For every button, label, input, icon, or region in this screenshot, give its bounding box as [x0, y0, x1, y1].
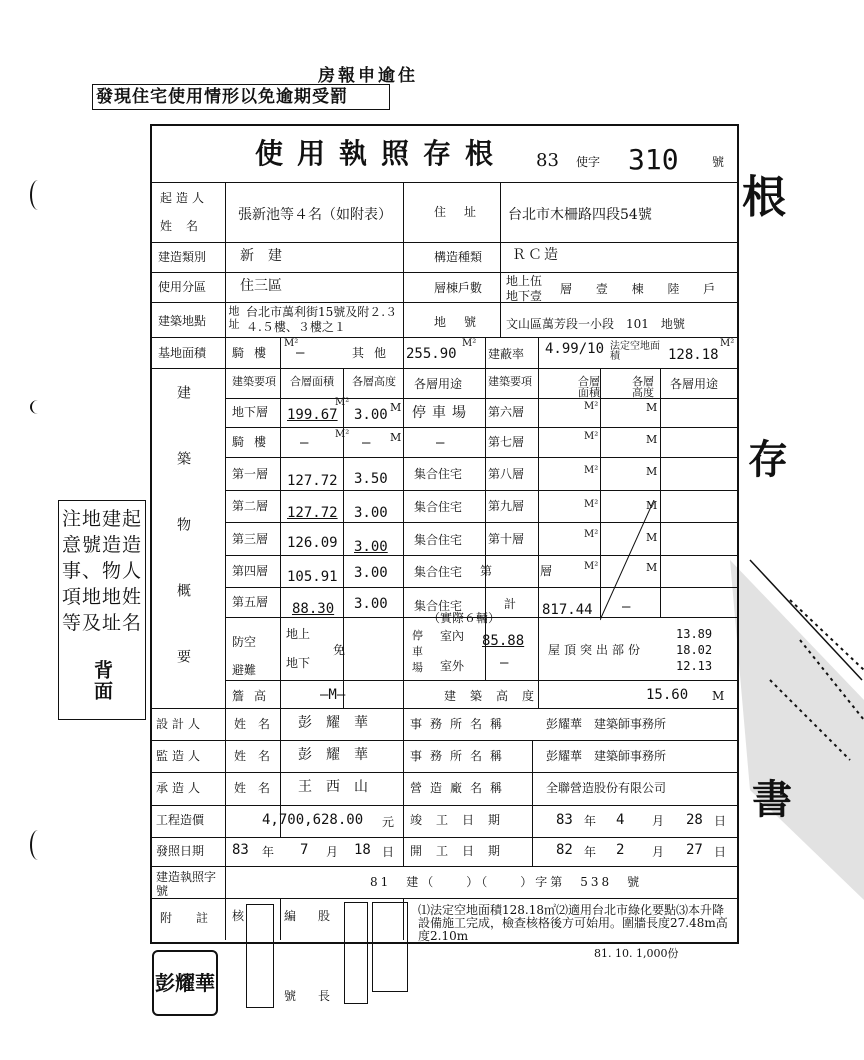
rule [150, 272, 737, 273]
floors-label: 層棟戶數 [434, 281, 483, 295]
address-value: 台北市木柵路四段54號 [508, 207, 652, 223]
arcade-value: — [296, 345, 305, 361]
supervisor-office: 彭耀華 建築師事務所 [546, 749, 667, 763]
defense-above: 地上 [286, 627, 311, 641]
unit-mark: M² [584, 561, 599, 572]
contractor-label: 承造人 [156, 781, 205, 795]
unit-mark: M² [584, 529, 599, 540]
floor-name: 第十層 [488, 532, 525, 546]
col-floor-area: 合層面積 [578, 375, 600, 399]
cost-value: 4,700,628.00 [262, 812, 364, 828]
owner-label-top: 起造人 [160, 191, 209, 205]
col-floor-use: 各層用途 [414, 377, 463, 391]
floors-below: 地下壹 [506, 289, 543, 303]
unit-mark: M [646, 401, 658, 414]
col-floor-height: 各層高度 [632, 375, 654, 399]
architect-seal: 彭耀華 [152, 950, 218, 1016]
total-dash: — [622, 599, 631, 615]
notes-text: ⑴法定空地面積128.18㎡⑵適用台北市綠化要點⑶本升降設備施工完成，檢查核格後方可始用。圍牆長度27.48m高度2.10m [418, 903, 728, 943]
parking-outdoor-label: 室外 [440, 659, 465, 673]
notes-label: 附註 [160, 911, 233, 925]
rule [485, 337, 486, 680]
designer-office: 彭耀華 建築師事務所 [546, 717, 667, 731]
stamp-col-label: 股 [318, 909, 331, 923]
rule [150, 182, 737, 183]
day-char: 日 [382, 845, 395, 859]
issue-label: 發照日期 [156, 844, 205, 858]
floor-area: 126.09 [287, 535, 338, 551]
year-char: 年 [584, 814, 597, 828]
floor-height: 3.00 [354, 565, 388, 581]
col-floor-height: 各層高度 [352, 375, 396, 388]
parking-count: （實際６輛） [428, 611, 501, 625]
header-stamp-top: 房報申逾住 [318, 66, 418, 86]
prev-permit-value: 81 建（ ）（ ）字第 538 號 [370, 875, 643, 889]
floor-area: 88.30 [292, 601, 335, 617]
defense-label: 防空避難 [232, 635, 257, 677]
unit-mark: M² [584, 401, 599, 412]
eave-value: —M— [320, 687, 346, 703]
rule [538, 337, 539, 708]
eave-label: 簷高 [232, 689, 277, 703]
binder-mark [30, 400, 46, 414]
floor-use: 集合住宅 [414, 533, 463, 547]
roof-value: 13.89 [676, 627, 713, 641]
floor-area: 127.72 [287, 505, 338, 521]
structure-value: ＲＣ造 [512, 247, 560, 263]
office-label: 事務所名稱 [410, 749, 511, 763]
rule [500, 182, 501, 337]
floor-area: 199.67 [287, 407, 338, 423]
name-label: 姓名 [234, 781, 283, 795]
binder-mark [30, 180, 46, 210]
supervisor-name: 彭 耀 華 [298, 747, 368, 763]
rule [280, 898, 281, 940]
floor-name: 第三層 [232, 532, 269, 546]
floor-name: 騎樓 [232, 435, 277, 449]
parking-label: 停車場 [412, 629, 423, 674]
unit-mark: M² [335, 429, 350, 440]
complete-label: 竣工日期 [410, 813, 515, 827]
stamp-col-label: 編 [284, 909, 297, 923]
parking-indoor-label: 室內 [440, 629, 465, 643]
binder-mark [30, 830, 46, 860]
edge-artifacts [600, 500, 864, 900]
unit-mark: M [390, 431, 402, 444]
header-stamp-bottom: 發現住宅使用情形以免逾期受罰 [96, 87, 348, 107]
floor-use: — [436, 435, 445, 451]
floors-detail: 層 壹 棟 陸 戶 [560, 282, 726, 296]
approval-stamp [372, 902, 408, 992]
year-char: 年 [262, 845, 275, 859]
month-char: 月 [652, 814, 665, 828]
year-char: 年 [584, 845, 597, 859]
contractor-firm: 全聯營造股份有限公司 [546, 781, 667, 795]
lot-label: 地號 [434, 315, 495, 329]
permit-year: 83 [536, 150, 559, 171]
month-char: 月 [652, 845, 665, 859]
approval-stamp [246, 904, 274, 1008]
stamp-col-label: 號 [284, 989, 297, 1003]
unit-mark: M [646, 465, 658, 478]
floor-use: 集合住宅 [414, 599, 463, 613]
floor-area: 105.91 [287, 569, 338, 585]
side-note-line: 注地建起 [62, 508, 143, 530]
site-label: 建築地點 [158, 314, 207, 328]
floor-height: 3.50 [354, 471, 388, 487]
floor-name: 地下層 [232, 405, 269, 419]
rule [343, 368, 344, 708]
building-summary-label: 建築物概要 [175, 385, 191, 715]
build-category-value: 新建 [240, 248, 296, 264]
name-label: 姓名 [234, 749, 283, 763]
day-char: 日 [714, 814, 727, 828]
permit-char: 使字 [576, 155, 601, 169]
start-label: 開工日期 [410, 844, 515, 858]
roof-label: 屋頂突出部份 [548, 643, 645, 657]
unit-mark: M [646, 499, 658, 512]
start-day: 27 [686, 842, 703, 858]
floor-use: 集合住宅 [414, 565, 463, 579]
side-note-line: 意號造造 [62, 534, 143, 556]
floor-area: 127.72 [287, 473, 338, 489]
rule [150, 242, 737, 243]
issue-day: 18 [354, 842, 371, 858]
complete-year: 83 [556, 812, 573, 828]
roof-value: 18.02 [676, 643, 713, 657]
floors-above: 地上伍 [506, 274, 543, 288]
unit-mark: M [390, 401, 402, 414]
floor-name: 第八層 [488, 467, 525, 481]
cost-label: 工程造價 [156, 813, 205, 827]
cost-unit: 元 [382, 815, 395, 829]
side-note-line: 項地地姓 [62, 586, 143, 608]
coverage-value: 4.99/10 [545, 341, 605, 357]
margin-glyph: 存 [748, 436, 788, 483]
open-space-label: 法定空地面積 [610, 341, 660, 362]
address-label: 住址 [434, 205, 495, 219]
floor-height: 3.00 [354, 407, 388, 423]
rule [403, 182, 404, 866]
floor-use: 停車場 [412, 405, 472, 421]
office-label: 事務所名稱 [410, 717, 511, 731]
coverage-label: 建蔽率 [488, 347, 525, 361]
complete-day: 28 [686, 812, 703, 828]
floor-use: 集合住宅 [414, 467, 463, 481]
parking-indoor-value: 85.88 [482, 633, 525, 649]
floor-name: 第 層 [480, 564, 571, 578]
unit-mark: M [646, 561, 658, 574]
lot-value: 文山區萬芳段一小段 101 地號 [506, 317, 685, 331]
floor-name: 第五層 [232, 595, 269, 609]
supervisor-label: 監造人 [156, 749, 205, 763]
owner-value: 張新池等４名（如附表） [238, 207, 392, 223]
unit-mark: M [712, 689, 725, 703]
floor-name: 第七層 [488, 435, 525, 449]
permit-unit: 號 [712, 155, 725, 169]
unit: M² [462, 338, 477, 349]
structure-label: 構造種類 [434, 250, 483, 264]
parking-outdoor-value: — [500, 655, 509, 671]
other-area-value: 255.90 [406, 346, 457, 362]
site-address-value: 台北市萬利街15號及附２.３ ４.５樓、３樓之１ [246, 305, 398, 334]
floor-name: 第六層 [488, 405, 525, 419]
start-year: 82 [556, 842, 573, 858]
complete-month: 4 [616, 812, 625, 828]
side-note-line: 等及址名 [62, 612, 143, 634]
zone-label: 使用分區 [158, 280, 207, 294]
col-floor-use: 各層用途 [670, 377, 719, 391]
issue-month: 7 [300, 842, 309, 858]
floor-height: 3.00 [354, 505, 388, 521]
unit: M² [284, 338, 299, 349]
floor-name: 第二層 [232, 499, 269, 513]
col-floor-area: 合層面積 [290, 375, 334, 388]
rule [150, 337, 737, 338]
building-height-value: 15.60 [646, 687, 689, 703]
arcade-label: 騎樓 [232, 346, 277, 360]
permit-number: 310 [628, 143, 679, 176]
issue-year: 83 [232, 842, 249, 858]
total-label: 計 [504, 597, 517, 611]
floor-height: 3.00 [354, 539, 388, 555]
defense-below: 地下 [286, 656, 311, 670]
build-category-label: 建造類別 [158, 250, 207, 264]
rule [150, 368, 737, 369]
unit-mark: M [646, 531, 658, 544]
floor-use: 集合住宅 [414, 500, 463, 514]
building-height-label: 建築高度 [444, 689, 549, 703]
rule [150, 302, 737, 303]
stamp-col-label: 核 [232, 909, 245, 923]
unit-mark: M² [584, 499, 599, 510]
firm-label: 營造廠名稱 [410, 781, 511, 795]
start-month: 2 [616, 842, 625, 858]
floor-name: 第九層 [488, 499, 525, 513]
rule [532, 740, 533, 866]
other-label: 其他 [352, 346, 397, 360]
rule [225, 182, 226, 940]
floor-name: 第四層 [232, 564, 269, 578]
designer-label: 設計人 [156, 717, 205, 731]
contractor-name: 王 西 山 [298, 779, 368, 795]
margin-glyph: 書 [752, 776, 792, 823]
floor-height: — [362, 435, 371, 451]
designer-name: 彭 耀 華 [298, 715, 368, 731]
site-area-label: 基地面積 [158, 346, 207, 360]
col-build-item: 建築要項 [232, 375, 276, 388]
day-char: 日 [714, 845, 727, 859]
prev-permit-label: 建造執照字號 [156, 870, 217, 898]
margin-glyph: 根 [742, 172, 786, 223]
defense-exempt: 免 [333, 643, 346, 657]
col-build-item: 建築要項 [488, 375, 532, 388]
side-note-line: 事、物人 [62, 560, 143, 582]
unit-mark: M² [335, 397, 350, 408]
approval-stamp [344, 902, 368, 1004]
total-value: 817.44 [542, 602, 593, 618]
floor-area: — [300, 435, 309, 451]
stamp-col-label: 長 [318, 989, 331, 1003]
roof-value: 12.13 [676, 659, 713, 673]
footer-print: 81. 10. 1,000份 [594, 947, 679, 960]
unit-mark: M [646, 433, 658, 446]
zone-value: 住三區 [240, 278, 282, 294]
unit-mark: M² [584, 431, 599, 442]
name-label: 姓名 [234, 717, 283, 731]
month-char: 月 [326, 845, 339, 859]
unit: M² [720, 338, 735, 349]
open-space-value: 128.18 [668, 347, 719, 363]
owner-label-bottom: 姓名 [160, 219, 213, 233]
floor-height: 3.00 [354, 596, 388, 612]
side-note-back: 背面 [91, 660, 113, 702]
site-address-label: 地址 [227, 305, 240, 331]
form-title: 使用執照存根 [255, 137, 508, 170]
unit-mark: M² [584, 465, 599, 476]
floor-name: 第一層 [232, 467, 269, 481]
